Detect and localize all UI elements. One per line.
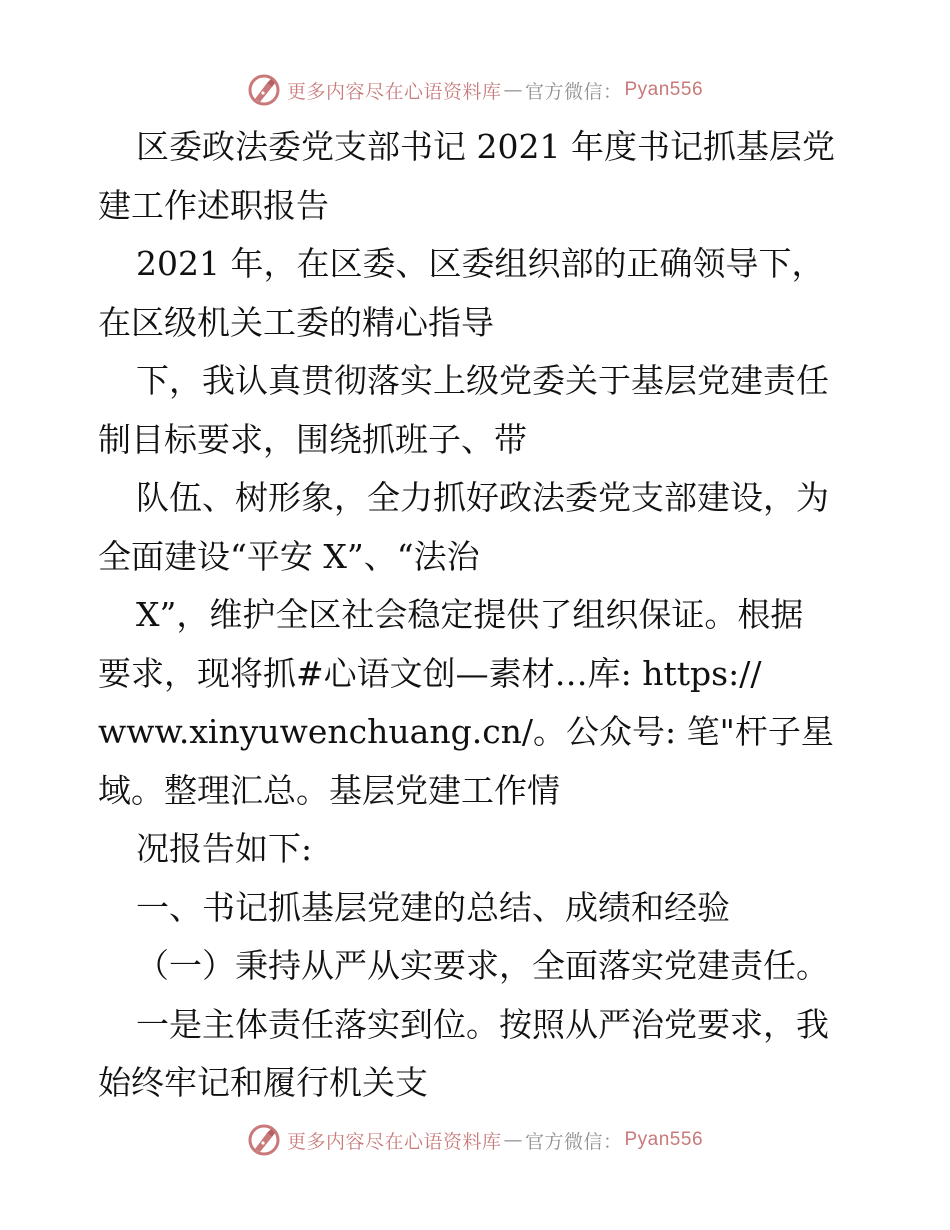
- text-line: 要求，现将抓#心语文创—素材…库: https://: [98, 653, 762, 693]
- title-line-2: 建工作述职报告: [98, 185, 329, 225]
- section-heading: 一、书记抓基层党建的总结、成绩和经验: [136, 887, 730, 927]
- document-body: [98, 118, 858, 1113]
- watermark-wechat-id: Pyan556: [624, 1129, 704, 1150]
- text-line: 制目标要求，围绕抓班子、带: [98, 419, 527, 459]
- pen-nib-logo-icon: [247, 1123, 281, 1157]
- text-line: 在区级机关工委的精心指导: [98, 302, 494, 342]
- text-line: 况报告如下:: [136, 829, 313, 868]
- footer-watermark: [0, 1120, 950, 1160]
- text-line: 一是主体责任落实到位。按照从严治党要求，我: [136, 1004, 829, 1044]
- text-line: 队伍、树形象，全力抓好政法委党支部建设，为: [136, 478, 829, 517]
- pen-nib-logo-icon: [247, 73, 281, 107]
- watermark-brand-text: 更多内容尽在心语资料库: [286, 1130, 502, 1153]
- text-line: www.xinyuwenchuang.cn/。公众号: 笔"杆子星: [98, 712, 834, 751]
- text-line: 2021 年，在区委、区委组织部的正确领导下，: [136, 244, 825, 283]
- text-line: 全面建设“平安 X”、“法治: [98, 536, 480, 576]
- watermark-dash: —: [503, 1129, 523, 1151]
- header-watermark: [0, 70, 950, 110]
- watermark-wechat-label: 官方微信：: [524, 1130, 623, 1153]
- title-line-1: 区委政法委党支部书记 2021 年度书记抓基层党: [136, 127, 835, 166]
- watermark-wechat-label: 官方微信：: [524, 80, 623, 103]
- watermark-brand-text: 更多内容尽在心语资料库: [286, 80, 502, 103]
- watermark-dash: —: [503, 79, 523, 101]
- text-line: 下，我认真贯彻落实上级党委关于基层党建责任: [136, 361, 829, 400]
- subsection-heading: （一）秉持从严从实要求，全面落实党建责任。: [136, 946, 829, 985]
- text-line: 域。整理汇总。基层党建工作情: [98, 770, 560, 810]
- watermark-wechat-id: Pyan556: [624, 79, 704, 100]
- text-line: X”，维护全区社会稳定提供了组织保证。根据: [136, 595, 804, 634]
- text-line: 始终牢记和履行机关支: [98, 1063, 428, 1102]
